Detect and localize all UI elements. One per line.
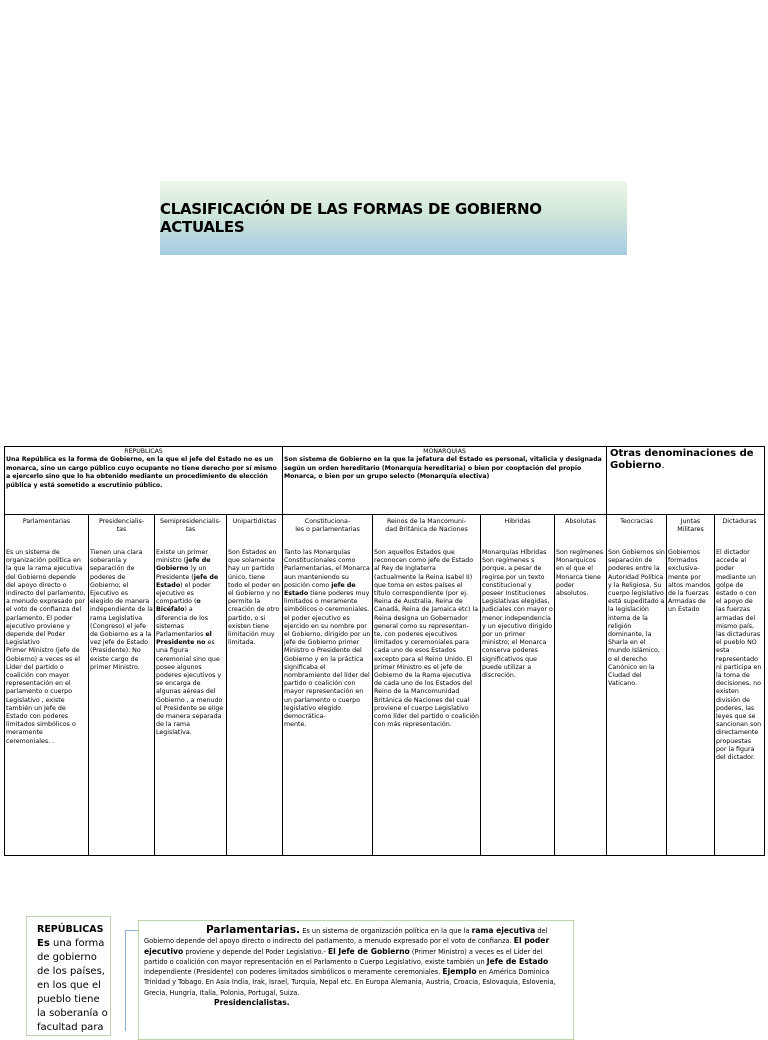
- column-header: Teocracias: [620, 518, 653, 525]
- note-text: en América Dominica Trinidad y Tobago. En Asia India, Irak, Israel, Turquía, Nepal etc. En Europa Alemania, Austria, Croacia, Eslovaquia, Eslovenia, Grecia, Hungría, Italia, Polonia, Portugal, Suiza.: [144, 968, 556, 997]
- otras-period: .: [661, 460, 665, 471]
- column-body: Tanto las Monarquías Constitucionales como Parlamentarias, el Monarca aun manteniendo su posición como jefe de Estado tiene poderes muy limitados o meramente simbólicos o ceremoniales. el poder ejecutivo es ejercido en su nombre por el Gobierno, dirigido por un jefe de Gobierno primer Ministro o Presidente del Gobierno y en la práctica significaba el nombramiento del líder del partido o coalición con mayor representación en un parlamento o cuerpo legislativo elegido democrática- mente.: [284, 549, 371, 729]
- column-juntas-militares: [667, 515, 715, 855]
- presidencialistas-note-title: Presidencialistas.: [214, 998, 290, 1008]
- column-parlamentarias: [5, 515, 89, 855]
- note-bold: El poder ejecutivo: [144, 936, 550, 956]
- monarquias-heading: MONARQUIAS: [423, 448, 466, 455]
- column-mancomunidad: [373, 515, 481, 855]
- column-body: Gobiernos formados exclusiva- mente por altos mandos de la fuerzas Armadas de un Estado: [668, 549, 711, 614]
- column-header: Parlamentarias: [22, 518, 71, 525]
- column-hibridas: [481, 515, 555, 855]
- column-body: Son Estados en que solamente hay un partido único, tiene todo el poder en el Gobierno y no permite la creación de otro partido, o si existen tiene limitación muy limitada.: [228, 549, 280, 647]
- note-bold: Ejemplo: [442, 967, 477, 977]
- column-absolutas: [555, 515, 607, 855]
- republicas-note-text: [37, 937, 110, 1035]
- column-unipartidistas: [227, 515, 283, 855]
- republicas-heading: REPUBLICAS: [124, 448, 163, 455]
- republicas-note-box: [26, 916, 111, 1036]
- column-presidencialistas: [89, 515, 155, 855]
- column-body: Son regímenes Monarquicos en el que el Monarca tiene poder absolutos.: [556, 549, 604, 598]
- note-text: Es un sistema de organización política en la que la: [300, 927, 472, 935]
- parlamentarias-note-title: Parlamentarias.: [206, 924, 301, 936]
- column-header: Reinos de la Mancomuni- dad Británica de Naciones: [385, 518, 468, 534]
- column-body: El dictador accede al poder mediante un golpe de estado o con el apoyo de las fuerzas armadas del mismo país, las dictaduras el pueblo NO esta representado ni participa en la toma de decisiones, no existen división de poderes, las leyes que se sancionan son directamente propuestas por la figura del dictador.: [716, 549, 762, 762]
- column-header: Constituciona- les o parlamentarias: [295, 518, 360, 534]
- note-bold: rama ejecutiva: [471, 926, 536, 935]
- title-banner: [160, 181, 627, 255]
- otras-header: [607, 447, 766, 514]
- republicas-definition: Una República es la forma de Gobierno, en la que el jefe del Estado no es un monarca, sino un cargo público cuyo ocupante no tiene derecho por sí mismo a ejercerlo sino que lo ha obtenido mediante un procedimiento de elección pública y está sometido a escrutinio público.: [6, 456, 277, 489]
- column-header: Dictaduras: [722, 518, 757, 525]
- column-body: Es un sistema de organización política en la que la rama ejecutiva del Gobierno depende del apoyo directo o indirecto del parlamento, a menudo expresado por el voto de confianza del parlamento. El poder ejecutivo proviene y depende del Poder Legislativo Primer Ministro (jefe de Gobierno) a veces es el Líder del partido o coalición con mayor representación en el parlamento o cuerpo Legislativo , existe también un Jefe de Estado con poderes limitados simbólicos o meramente ceremoniales. .: [6, 549, 86, 745]
- column-header: Presidencialis- tas: [98, 518, 145, 534]
- column-teocracias: [607, 515, 667, 855]
- column-header: Absolutas: [565, 518, 596, 525]
- column-body: Monarquías Híbridas Son regímenes s porque, a pesar de regirse por un texto constitucional y poseer Instituciones Legislativas elegidas, Judiciales con mayor o menor independencia y un ejecutivo dirigido por un primer ministro; el Monarca conserva poderes significativos que puede utilizar a discreción.: [482, 549, 553, 680]
- column-body: Existe un primer ministro (jefe de Gobierno )y un Presidente (jefe de Estado) el poder ejecutivo es compartido (o Bicéfalo) a diferencia de los sistemas Parlamentarios el Presidente no es una figura ceremonial sino que posee algunos poderes ejecutivos y se encarga de algunas aéreas del Gobierno , a menudo el Presidente se elige de manera separada de la rama Legislativa.: [156, 549, 224, 737]
- column-header: Unipartidistas: [232, 518, 277, 525]
- note-text: proviene y depende del Poder Legislativo.-: [183, 947, 328, 956]
- note-text: del Gobierno depende del apoyo directo o indirecto del parlamento, a menudo expresado por el voto de confianza.: [144, 927, 548, 946]
- note-text: (Primer Ministro) a veces es el Líder del partido o coalición con mayor representación en el Parlamento o Cuerpo Legislativo, existe también un: [144, 947, 543, 966]
- page-title: CLASIFICACIÓN DE LAS FORMAS DE GOBIERNO ACTUALES: [160, 200, 542, 236]
- column-header: Hibridas: [504, 518, 531, 525]
- classification-table: [4, 446, 765, 856]
- column-body: Tienen una clara soberanía y separación de poderes de Gobierno; el Ejecutivo es elegido de manera independiente de la rama Legislativa (Congreso) el jefe de Gobierno es a la vez jefe de Estado (Presidente). No existe cargo de primer Ministro.: [90, 549, 153, 671]
- column-body: Son Gobiernos sin separación de poderes entre la Autoridad Política y la Religiosa. Su cuerpo legislativo está supeditado a la legislación interna de la religión dominante, la Sharía en el mundo Islámico, o el derecho Canónico en la Ciudad del Vaticano.: [608, 549, 665, 688]
- note-bold: El Jefe de Gobierno: [327, 946, 410, 956]
- column-dictaduras: [715, 515, 764, 855]
- republicas-note-title: REPÚBLICAS: [37, 924, 104, 935]
- column-header: Semipresidencialis- tas: [159, 518, 222, 534]
- bracket-connector: [125, 930, 138, 1031]
- republicas-header: [5, 447, 283, 514]
- parlamentarias-note-box: [138, 920, 574, 1040]
- note-bold: Jefe de Estado: [486, 956, 549, 966]
- republicas-note-lead: Es: [37, 938, 50, 949]
- column-body: Son aquellos Estados que reconocen como jefe de Estado al Rey de Inglaterra (actualmente la Reina Isabel II) que toma en estos países el título correspondiente (por ej. Reina de Australia, Reina de Canadá, Reina de Jamaica etc) la Reina designa un Gobernador general como su representan- te, con poderes ejecutivos limitados y ceremoniales para cada uno de esos Estados excepto para el Reino Unido. El primer Ministro es el jefe de Gobierno de la Rama ejecutiva de cada uno de los Estados del Reino de la Mancomunidad Británica de Naciones del cual proviene el cuerpo Legislativo como líder del partido o coalición con más representación.: [374, 549, 479, 729]
- monarquias-header: [283, 447, 607, 514]
- republicas-note-body: una forma de gobierno de los países, en los que el pueblo tiene la soberanía o facultad para: [37, 938, 108, 1033]
- otras-title: Otras denominaciones de Gobierno: [610, 448, 754, 471]
- column-semipresidencialistas: [155, 515, 227, 855]
- note-text: independiente (Presidente) con poderes limitados simbólicos o meramente ceremoniales.: [144, 968, 443, 977]
- column-header: Juntas Militares: [677, 518, 704, 534]
- monarquias-definition: Son sistema de Gobierno en la que la jefatura del Estado es personal, vitalicia y designada según un orden hereditario (Monarquía hereditaria) o bien por cooptación del propio Monarca, o bien por un grupo selecto (Monarquía electiva): [284, 456, 602, 481]
- column-constitucionales: [283, 515, 373, 855]
